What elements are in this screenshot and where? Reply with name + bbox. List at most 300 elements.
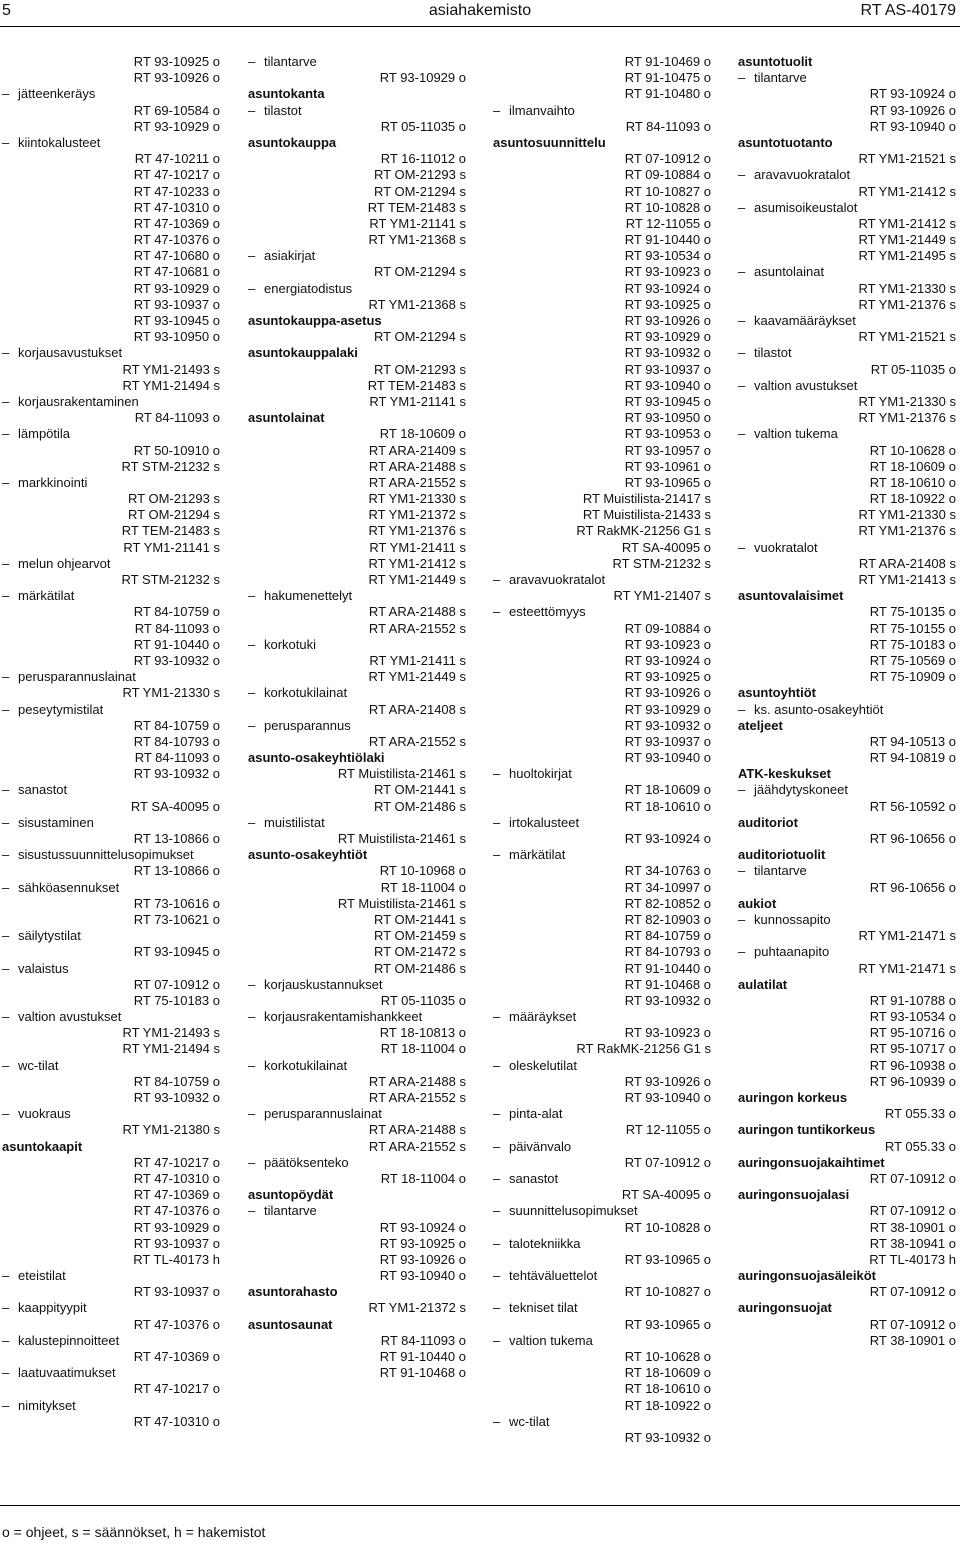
subentry-label: melun ohjearvot: [18, 555, 111, 571]
index-subentry: [493, 1171, 711, 1187]
index-reference: RT 82-10903 o: [624, 911, 711, 927]
subentry-dash: –: [493, 1057, 501, 1073]
index-reference: RT 47-10211 o: [134, 151, 220, 167]
index-subentry: [248, 1203, 466, 1219]
index-reference: RT 93-10945 o: [133, 313, 220, 328]
index-subentry: [2, 880, 220, 896]
index-subentry: [2, 847, 220, 863]
subentry-label: asuntolainat: [754, 264, 825, 280]
subentry-dash: –: [2, 960, 10, 976]
subentry-dash: –: [2, 345, 10, 361]
index-column-3: [493, 54, 711, 1446]
subentry-label: kaavamääräykset: [754, 313, 856, 328]
subentry-dash: –: [2, 814, 10, 830]
index-reference: RT 10-10828 o: [624, 1219, 711, 1235]
index-heading: auditoriot: [738, 814, 798, 830]
legend-footer: o = ohjeet, s = säännökset, h = hakemistot: [2, 1524, 266, 1540]
index-reference: RT 91-10469 o: [624, 54, 711, 69]
subentry-dash: –: [493, 766, 501, 782]
index-heading: auringonsuojalasi: [738, 1187, 850, 1203]
index-heading: asunto-osakeyhtiölaki: [248, 750, 385, 766]
index-reference: RT 93-10929 o: [624, 701, 711, 717]
index-reference: RT 47-10310 o: [133, 199, 220, 215]
index-reference: RT 47-10217 o: [133, 1381, 220, 1397]
index-reference: RT 13-10866 o: [133, 831, 220, 846]
index-subentry: [248, 637, 466, 653]
index-reference: RT 93-10923 o: [624, 1025, 711, 1041]
index-reference: RT 93-10957 o: [624, 442, 711, 458]
subentry-label: päätöksenteko: [264, 1154, 349, 1170]
index-subentry: [248, 1106, 466, 1122]
index-reference: RT 75-10135 o: [869, 604, 956, 620]
subentry-dash: –: [248, 976, 256, 992]
index-subentry: [2, 1398, 220, 1414]
index-reference: RT 07-10912 o: [624, 151, 711, 167]
subentry-label: kaappityypit: [18, 1300, 87, 1316]
subentry-label: asiakirjat: [264, 248, 316, 264]
subentry-label: oleskelutilat: [509, 1057, 577, 1073]
index-reference: RT 93-10926 o: [624, 313, 711, 328]
index-reference: RT 18-10609 o: [624, 782, 711, 798]
index-reference: RT YM1-21411 s: [369, 539, 466, 555]
index-reference: RT 18-10922 o: [869, 491, 956, 507]
subentry-dash: –: [738, 264, 746, 280]
index-reference: RT 93-10925 o: [624, 669, 711, 685]
index-reference: RT 84-11093 o: [134, 410, 220, 426]
index-reference: RT 93-10937 o: [133, 1235, 220, 1251]
index-reference: RT 75-10183 o: [869, 636, 956, 652]
subentry-dash: –: [2, 555, 10, 571]
subentry-label: vuokraus: [18, 1106, 71, 1122]
subentry-dash: –: [248, 54, 256, 69]
subentry-label: tilantarve: [264, 54, 317, 69]
subentry-dash: –: [2, 847, 10, 863]
index-subentry: [2, 1333, 220, 1349]
index-reference: RT Muistilista-21461 s: [337, 895, 466, 911]
index-reference: RT TL-40173 h: [133, 1251, 220, 1267]
index-subentry: [248, 718, 466, 734]
index-reference: RT YM1-21449 s: [858, 232, 956, 248]
subentry-label: säilytystilat: [18, 928, 81, 944]
index-reference: RT 93-10932 o: [624, 992, 711, 1008]
index-subentry: [493, 847, 711, 863]
index-heading: ateljeet: [738, 717, 783, 733]
subentry-label: tilantarve: [754, 863, 807, 879]
subentry-label: ilmanvaihto: [509, 102, 575, 118]
index-subentry: [2, 1106, 220, 1122]
index-reference: RT 18-11004 o: [380, 879, 466, 895]
index-heading: asuntokauppa: [248, 134, 337, 150]
index-reference: RT 93-10925 o: [133, 54, 220, 69]
subentry-dash: –: [493, 604, 501, 620]
index-reference: RT 84-10759 o: [133, 1073, 220, 1089]
index-reference: RT 93-10965 o: [624, 474, 711, 490]
index-heading: auditoriotuolit: [738, 847, 826, 863]
index-reference: RT OM-21294 s: [373, 329, 466, 345]
page-number: 5: [2, 2, 11, 19]
subentry-dash: –: [2, 1300, 10, 1316]
index-reference: RT 93-10932 o: [133, 1090, 220, 1105]
index-subentry: [248, 1009, 466, 1025]
index-subentry: [2, 782, 220, 798]
index-reference: RT YM1-21471 s: [858, 960, 956, 976]
index-heading: asuntorahasto: [248, 1284, 338, 1300]
index-reference: RT 56-10592 o: [869, 798, 956, 814]
index-reference: RT 18-10922 o: [624, 1397, 711, 1413]
index-heading: asunto-osakeyhtiöt: [248, 847, 368, 863]
index-reference: RT 93-10924 o: [624, 280, 711, 296]
index-reference: RT YM1-21141 s: [369, 215, 466, 231]
index-subentry: [248, 685, 466, 701]
subentry-label: valtion tukema: [754, 426, 838, 442]
index-subentry: [493, 766, 711, 782]
index-reference: RT 47-10369 o: [133, 215, 220, 231]
index-reference: RT 10-10827 o: [624, 183, 711, 199]
subentry-label: eteistilat: [18, 1268, 66, 1284]
subentry-label: valaistus: [18, 960, 69, 976]
index-reference: RT 84-10759 o: [624, 928, 711, 944]
index-reference: RT 91-10788 o: [869, 992, 956, 1008]
index-subentry: [248, 281, 466, 297]
index-reference: RT 75-10183 o: [133, 992, 220, 1008]
subentry-label: korkotukilainat: [264, 1057, 348, 1073]
index-reference: RT YM1-21449 s: [368, 669, 466, 685]
index-subentry: [738, 70, 956, 86]
index-reference: RT 95-10717 o: [869, 1041, 956, 1057]
index-subentry: [248, 54, 466, 70]
subentry-label: sanastot: [509, 1170, 559, 1186]
index-reference: RT 93-10924 o: [624, 831, 711, 846]
index-reference: RT 93-10925 o: [379, 1235, 466, 1251]
index-reference: RT OM-21472 s: [373, 944, 466, 960]
index-reference: RT 18-10609 o: [379, 426, 466, 442]
index-reference: RT 91-10440 o: [624, 960, 711, 976]
index-reference: RT 93-10940 o: [869, 118, 956, 134]
index-reference: RT YM1-21330 s: [368, 491, 466, 507]
index-subentry: [738, 200, 956, 216]
index-reference: RT 93-10940 o: [624, 377, 711, 393]
index-reference: RT ARA-21488 s: [368, 458, 466, 474]
index-reference: RT ARA-21408 s: [368, 701, 466, 717]
index-column-1: [2, 54, 220, 1430]
index-reference: RT 93-10926 o: [133, 70, 220, 86]
subentry-dash: –: [738, 863, 746, 879]
index-subentry: [738, 702, 956, 718]
subentry-label: huoltokirjat: [509, 766, 572, 782]
index-reference: RT 93-10940 o: [379, 1268, 466, 1284]
index-reference: RT 16-11012 o: [380, 151, 466, 167]
index-reference: RT 09-10884 o: [624, 620, 711, 636]
index-subentry: [738, 264, 956, 280]
index-reference: RT 93-10929 o: [624, 329, 711, 345]
subentry-dash: –: [2, 1106, 10, 1122]
index-reference: RT 34-10997 o: [624, 879, 711, 895]
subentry-label: perusparannuslainat: [264, 1106, 382, 1122]
index-heading: asuntokaapit: [2, 1138, 83, 1154]
index-reference: RT OM-21441 s: [373, 911, 466, 927]
index-heading: auringon tuntikorkeus: [738, 1122, 876, 1138]
index-reference: RT 10-10628 o: [869, 442, 956, 458]
subentry-label: laatuvaatimukset: [18, 1365, 116, 1381]
index-subentry: [2, 1365, 220, 1381]
index-subentry: [248, 977, 466, 993]
subentry-dash: –: [493, 1106, 501, 1122]
index-reference: RT YM1-21330 s: [858, 280, 956, 296]
subentry-label: tilastot: [264, 102, 302, 118]
index-reference: RT 07-10912 o: [869, 1284, 956, 1300]
subentry-label: peseytymistilat: [18, 701, 104, 717]
index-heading: auringonsuojat: [738, 1300, 832, 1316]
subentry-label: määräykset: [509, 1009, 577, 1025]
index-reference: RT 75-10909 o: [869, 669, 956, 685]
index-reference: RT YM1-21380 s: [122, 1122, 220, 1138]
subentry-dash: –: [2, 588, 10, 604]
index-reference: RT OM-21293 s: [373, 167, 466, 183]
subentry-dash: –: [738, 944, 746, 960]
index-reference: RT SA-40095 o: [621, 539, 711, 555]
index-subentry: [738, 912, 956, 928]
index-reference: RT 18-10610 o: [624, 1381, 711, 1397]
index-reference: RT 93-10534 o: [869, 1009, 956, 1025]
index-subentry: [493, 1139, 711, 1155]
index-subentry: [248, 248, 466, 264]
index-reference: RT 38-10901 o: [869, 1219, 956, 1235]
index-reference: RT 93-10923 o: [624, 636, 711, 652]
index-reference: RT STM-21232 s: [121, 458, 220, 474]
index-reference: RT 93-10923 o: [624, 264, 711, 280]
subentry-dash: –: [738, 911, 746, 927]
index-reference: RT ARA-21552 s: [368, 1138, 466, 1154]
index-reference: RT YM1-21376 s: [858, 523, 956, 539]
index-reference: RT 09-10884 o: [624, 167, 711, 183]
index-subentry: [2, 588, 220, 604]
index-reference: RT 93-10937 o: [133, 1284, 220, 1300]
subentry-label: korjausrakentaminen: [18, 393, 139, 409]
subentry-dash: –: [738, 313, 746, 328]
index-reference: RT YM1-21495 s: [858, 248, 956, 264]
index-reference: RT 93-10924 o: [624, 652, 711, 668]
subentry-dash: –: [493, 1235, 501, 1251]
index-reference: RT YM1-21471 s: [858, 928, 956, 944]
subentry-label: sisustussuunnittelusopimukset: [18, 847, 194, 863]
subentry-label: märkätilat: [509, 847, 566, 863]
index-subentry: [2, 928, 220, 944]
index-reference: RT 93-10932 o: [133, 766, 220, 782]
index-reference: RT 84-11093 o: [134, 750, 220, 766]
index-reference: RT 18-10813 o: [379, 1025, 466, 1041]
index-reference: RT 93-10932 o: [624, 717, 711, 733]
subentry-label: nimitykset: [18, 1397, 76, 1413]
subentry-label: korkotuki: [264, 636, 317, 652]
subentry-dash: –: [248, 814, 256, 830]
subentry-dash: –: [2, 393, 10, 409]
index-reference: RT 12-11055 o: [625, 1122, 711, 1138]
index-subentry: [248, 1155, 466, 1171]
subentry-dash: –: [493, 102, 501, 118]
index-reference: RT 93-10945 o: [624, 393, 711, 409]
index-reference: RT 47-10376 o: [133, 232, 220, 248]
index-subentry: [2, 702, 220, 718]
index-subentry: [738, 782, 956, 798]
index-reference: RT RakMK-21256 G1 s: [576, 1041, 711, 1057]
index-reference: RT 07-10912 o: [869, 1203, 956, 1219]
subentry-label: perusparannus: [264, 717, 351, 733]
index-reference: RT 93-10945 o: [133, 944, 220, 960]
index-subentry: [248, 1058, 466, 1074]
subentry-label: kunnossapito: [754, 911, 831, 927]
index-reference: RT TEM-21483 s: [121, 523, 220, 539]
index-reference: RT RakMK-21256 G1 s: [576, 523, 711, 539]
index-heading: asuntosuunnittelu: [493, 134, 606, 150]
index-reference: RT 93-10534 o: [624, 248, 711, 264]
index-subentry: [493, 1106, 711, 1122]
index-reference: RT 05-11035 o: [870, 361, 956, 377]
index-reference: RT 47-10233 o: [133, 183, 220, 199]
subentry-dash: –: [493, 572, 501, 587]
subentry-dash: –: [248, 717, 256, 733]
index-reference: RT SA-40095 o: [130, 798, 220, 814]
subentry-label: aravavuokratalot: [754, 167, 851, 183]
index-subentry: [738, 167, 956, 183]
subentry-dash: –: [493, 1203, 501, 1219]
index-reference: RT 07-10912 o: [624, 1154, 711, 1170]
index-reference: RT YM1-21412 s: [858, 215, 956, 231]
subentry-label: kiintokalusteet: [18, 134, 101, 150]
subentry-dash: –: [2, 1332, 10, 1348]
subentry-dash: –: [2, 86, 10, 102]
index-reference: RT 91-10440 o: [624, 232, 711, 248]
index-reference: RT 47-10376 o: [133, 1316, 220, 1332]
subentry-label: puhtaanapito: [754, 944, 830, 960]
index-reference: RT 94-10819 o: [869, 750, 956, 766]
index-heading: asuntovalaisimet: [738, 588, 844, 604]
index-reference: RT YM1-21376 s: [368, 523, 466, 539]
index-reference: RT YM1-21376 s: [858, 410, 956, 426]
index-reference: RT 93-10950 o: [133, 329, 220, 345]
index-reference: RT OM-21486 s: [373, 960, 466, 976]
subentry-label: valtion tukema: [509, 1332, 593, 1348]
index-reference: RT 93-10926 o: [624, 1073, 711, 1089]
index-reference: RT TEM-21483 s: [367, 377, 466, 393]
index-heading: asuntopöydät: [248, 1187, 334, 1203]
subentry-label: aravavuokratalot: [509, 572, 606, 587]
index-heading: asuntotuotanto: [738, 134, 833, 150]
index-reference: RT YM1-21330 s: [858, 507, 956, 523]
index-subentry: [738, 944, 956, 960]
index-reference: RT 73-10621 o: [133, 911, 220, 927]
subentry-dash: –: [248, 1009, 256, 1025]
index-subentry: [2, 426, 220, 442]
index-reference: RT YM1-21376 s: [858, 296, 956, 312]
index-reference: RT Muistilista-21433 s: [582, 507, 711, 523]
subentry-dash: –: [2, 426, 10, 442]
index-reference: RT 10-10628 o: [624, 1349, 711, 1364]
index-subentry: [2, 556, 220, 572]
subentry-dash: –: [2, 1397, 10, 1413]
subentry-dash: –: [738, 345, 746, 361]
index-subentry: [2, 669, 220, 685]
subentry-label: korjausavustukset: [18, 345, 123, 361]
subentry-dash: –: [738, 70, 746, 86]
subentry-dash: –: [2, 928, 10, 944]
subentry-label: wc-tilat: [509, 1413, 550, 1429]
index-heading: asuntoyhtiöt: [738, 685, 816, 701]
subentry-dash: –: [2, 669, 10, 685]
index-reference: RT 93-10929 o: [133, 280, 220, 296]
index-reference: RT 91-10475 o: [624, 70, 711, 86]
subentry-dash: –: [248, 1057, 256, 1073]
subentry-dash: –: [738, 199, 746, 215]
index-heading: ATK-keskukset: [738, 766, 831, 782]
index-reference: RT OM-21486 s: [373, 798, 466, 814]
index-subentry: [2, 135, 220, 151]
index-reference: RT ARA-21488 s: [368, 1122, 466, 1138]
index-reference: RT 10-10827 o: [624, 1284, 711, 1300]
index-reference: RT 34-10763 o: [624, 863, 711, 879]
index-subentry: [493, 1333, 711, 1349]
subentry-dash: –: [493, 1170, 501, 1186]
index-reference: RT 05-11035 o: [380, 992, 466, 1008]
subentry-label: tilantarve: [264, 1203, 317, 1219]
index-reference: RT 47-10217 o: [133, 1154, 220, 1170]
index-reference: RT YM1-21413 s: [858, 572, 956, 587]
index-heading: auringonsuojasäleiköt: [738, 1268, 876, 1284]
index-reference: RT 93-10926 o: [379, 1251, 466, 1267]
index-subentry: [738, 426, 956, 442]
index-reference: RT 84-11093 o: [625, 118, 711, 134]
index-reference: RT 93-10929 o: [379, 70, 466, 86]
subentry-label: energiatodistus: [264, 280, 353, 296]
index-reference: RT Muistilista-21461 s: [337, 766, 466, 782]
index-reference: RT 93-10937 o: [624, 733, 711, 749]
subentry-label: valtion avustukset: [754, 377, 858, 393]
subentry-label: sanastot: [18, 782, 68, 798]
index-heading: asuntokauppalaki: [248, 345, 358, 361]
index-reference: RT ARA-21409 s: [368, 442, 466, 458]
index-reference: RT 91-10468 o: [624, 976, 711, 992]
subentry-label: vuokratalot: [754, 539, 818, 555]
index-subentry: [738, 863, 956, 879]
subentry-label: kalustepinnoitteet: [18, 1332, 120, 1348]
index-reference: RT 84-11093 o: [380, 1332, 466, 1348]
subentry-label: suunnittelusopimukset: [509, 1203, 638, 1219]
index-reference: RT OM-21294 s: [127, 507, 220, 523]
index-heading: aulatilat: [738, 976, 788, 992]
subentry-label: tilantarve: [754, 70, 807, 86]
subentry-label: ks. asunto-osakeyhtiöt: [754, 701, 884, 717]
index-heading: asuntokauppa-asetus: [248, 313, 382, 328]
subentry-dash: –: [2, 1009, 10, 1025]
subentry-dash: –: [493, 1268, 501, 1284]
index-reference: RT 10-10968 o: [379, 863, 466, 879]
subentry-label: talotekniikka: [509, 1235, 581, 1251]
index-subentry: [2, 1268, 220, 1284]
index-reference: RT YM1-21330 s: [122, 685, 220, 701]
index-subentry: [738, 313, 956, 329]
index-reference: RT 84-10759 o: [133, 604, 220, 620]
index-reference: RT 38-10941 o: [869, 1235, 956, 1251]
index-reference: RT 055.33 o: [884, 1138, 956, 1154]
index-reference: RT 93-10932 o: [624, 1429, 711, 1445]
subentry-dash: –: [738, 701, 746, 717]
index-reference: RT OM-21294 s: [373, 183, 466, 199]
subentry-dash: –: [738, 426, 746, 442]
subentry-dash: –: [738, 167, 746, 183]
index-subentry: [493, 1058, 711, 1074]
page-title: asiahakemisto: [428, 2, 532, 19]
subentry-label: korjausrakentamishankkeet: [264, 1009, 423, 1025]
index-reference: RT 96-10656 o: [869, 831, 956, 846]
